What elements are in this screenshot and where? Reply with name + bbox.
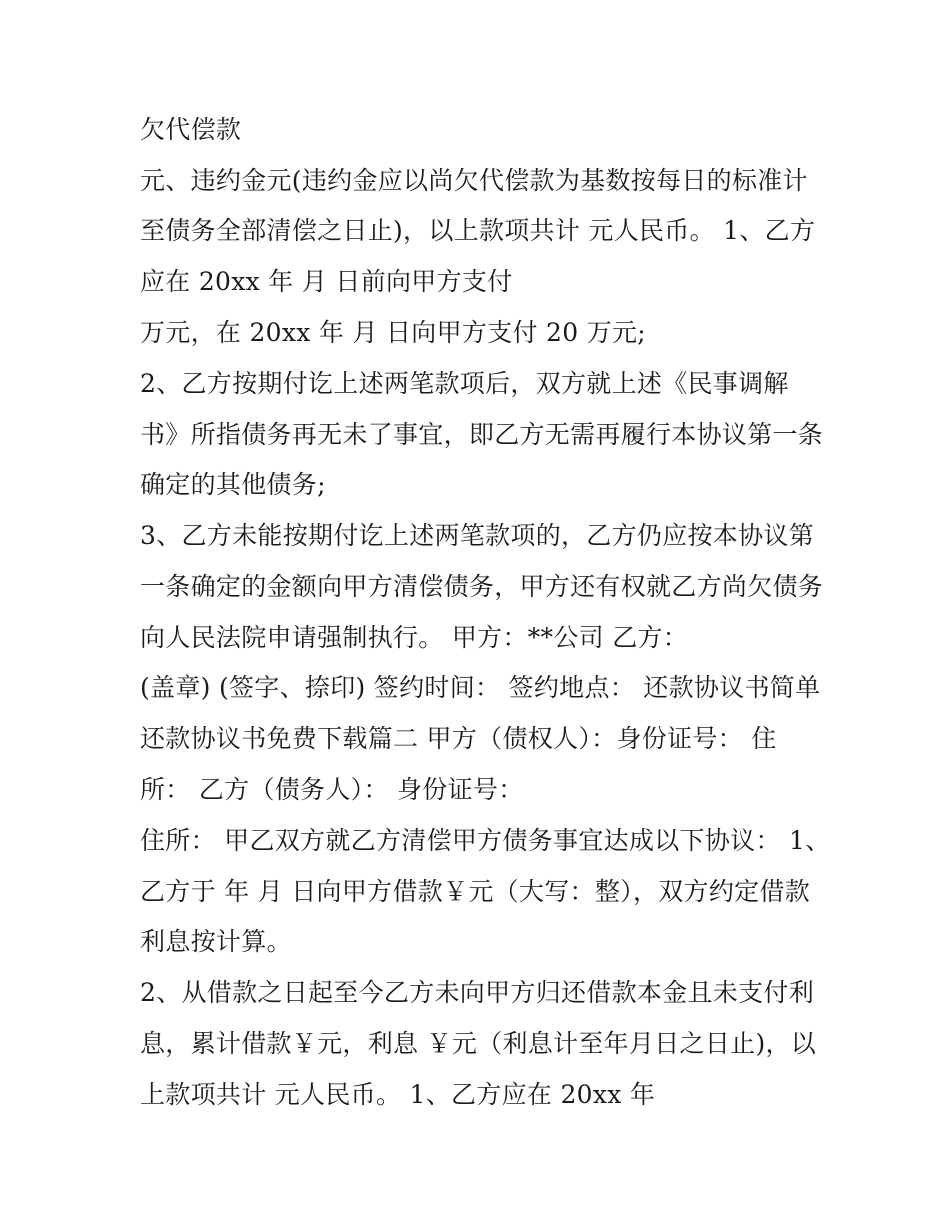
text-line: 万元，在 20xx 年 月 日向甲方支付 20 万元; [140,318,647,347]
text-line: 2、从借款之日起至今乙方未向甲方归还借款本金且未支付利 [140,978,815,1007]
text-line: 向人民法院申请强制执行。 甲方：**公司 乙方： [140,623,689,652]
text-line: 3、乙方未能按期付讫上述两笔款项的，乙方仍应按本协议第 [140,521,815,550]
text-line: 欠代偿款 [140,115,242,144]
text-line: 2、乙方按期付讫上述两笔款项后，双方就上述《民事调解 [140,369,789,398]
text-line: 利息按计算。 [140,927,292,956]
text-line: 所： 乙方（债务人）： 身份证号： [140,775,524,804]
text-line: 应在 20xx 年 月 日前向甲方支付 [140,267,513,296]
text-line: 确定的其他债务; [140,470,326,499]
text-line: (盖章) (签字、捺印) 签约时间： 签约地点： 还款协议书简单 [140,673,821,702]
text-line: 至债务全部清偿之日止)，以上款项共计 元人民币。 1、乙方 [140,216,816,245]
text-line: 乙方于 年 月 日向甲方借款￥元（大写：整），双方约定借款 [140,877,811,906]
text-line: 元、违约金元(违约金应以尚欠代偿款为基数按每日的标准计 [140,166,808,195]
text-line: 还款协议书免费下载篇二 甲方（债权人）：身份证号： 住 [140,724,777,753]
text-line: 书》所指债务再无未了事宜，即乙方无需再履行本协议第一条 [140,420,824,449]
text-line: 住所： 甲乙双方就乙方清偿甲方债务事宜达成以下协议： 1、 [140,826,831,855]
text-line: 上款项共计 元人民币。 1、乙方应在 20xx 年 [140,1080,656,1109]
text-line: 一条确定的金额向甲方清偿债务，甲方还有权就乙方尚欠债务 [140,572,824,601]
text-line: 息，累计借款￥元，利息 ￥元（利息计至年月日之日止)，以 [140,1029,817,1058]
